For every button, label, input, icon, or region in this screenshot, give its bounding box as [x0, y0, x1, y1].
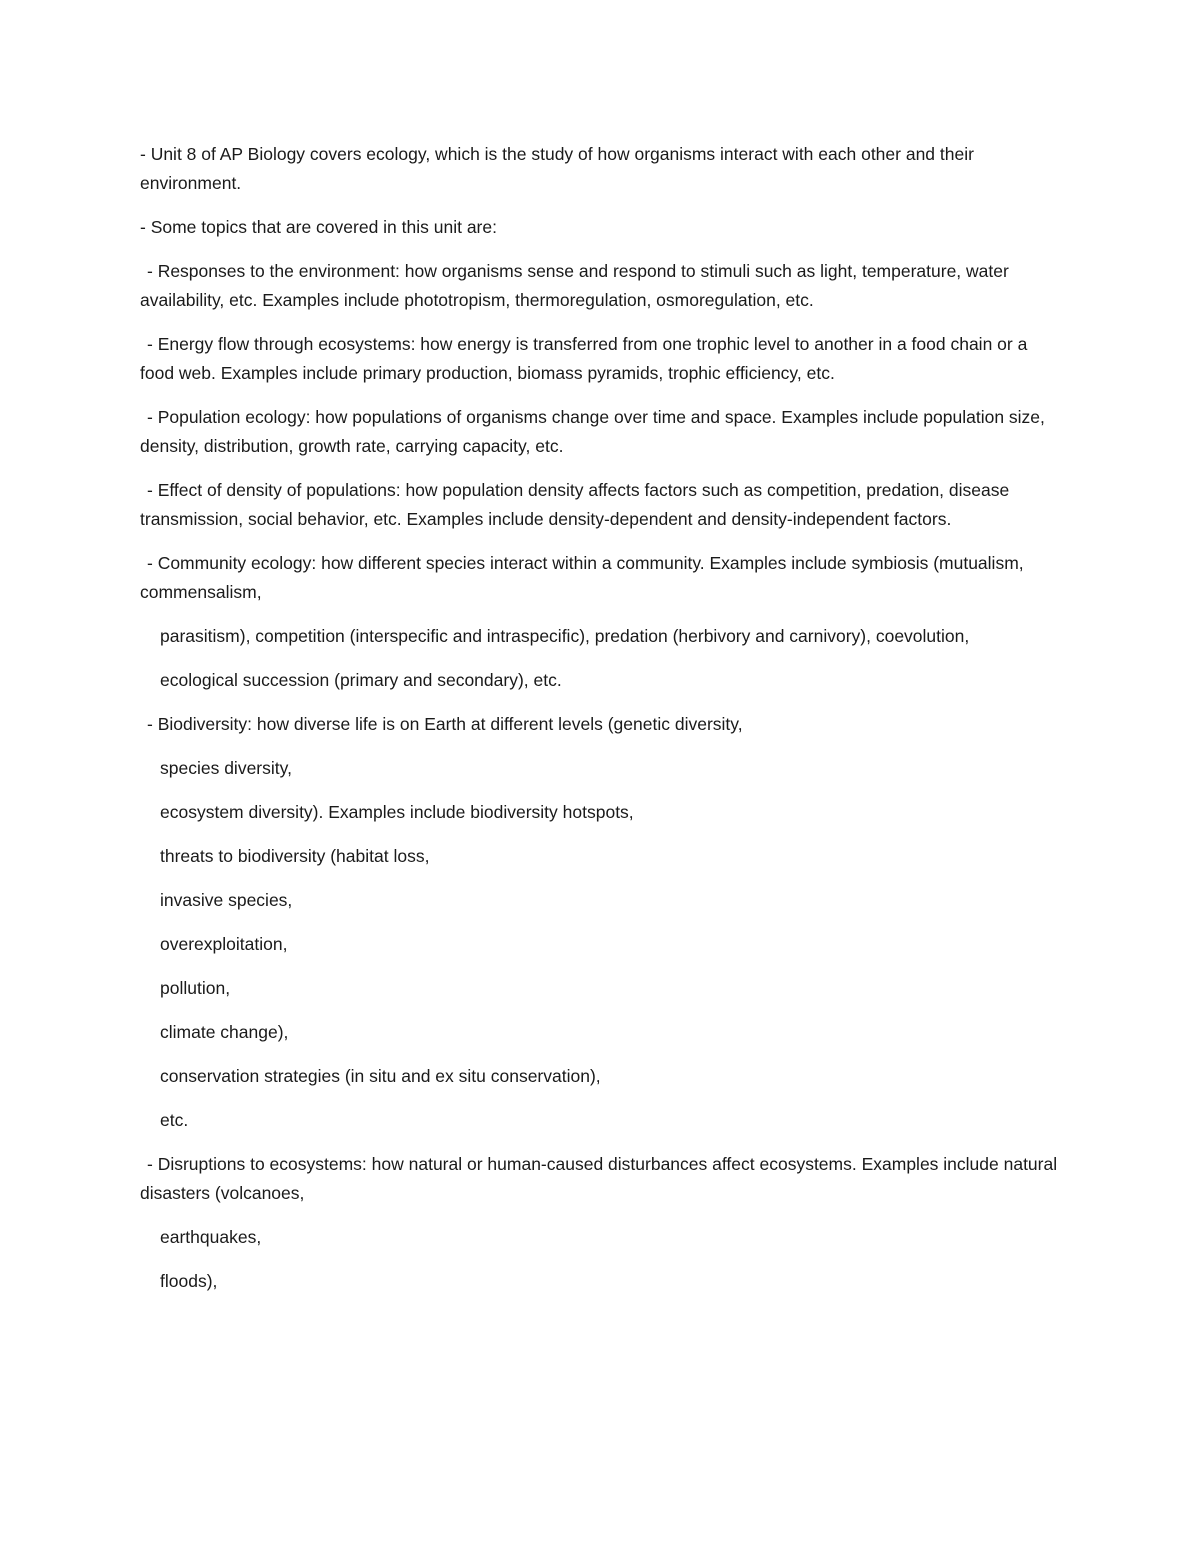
paragraph-biodiversity-continued-9: etc.: [160, 1110, 189, 1130]
paragraph-community-ecology: - Community ecology: how different species interact within a community. Examples include symbiosis (mutualism, commensalism,: [140, 553, 1024, 602]
paragraph-disruptions-continued-2: floods),: [160, 1271, 218, 1291]
paragraph-community-continued-2: ecological succession (primary and secondary), etc.: [160, 670, 562, 690]
paragraph-population-ecology: - Population ecology: how populations of organisms change over time and space. Examples include population size, density, distribution, growth rate, carrying capacity, etc.: [140, 407, 1045, 456]
document-page: [140, 140, 1065, 1311]
paragraph-biodiversity-continued-8: conservation strategies (in situ and ex situ conservation),: [160, 1066, 601, 1086]
paragraph-biodiversity-continued-7: climate change),: [160, 1022, 289, 1042]
paragraph-density-effects: - Effect of density of populations: how population density affects factors such as competition, predation, disease transmission, social behavior, etc. Examples include density-dependent and density-independent factors.: [140, 480, 1010, 529]
paragraph-biodiversity-continued-1: species diversity,: [160, 758, 292, 778]
paragraph-biodiversity-continued-6: pollution,: [160, 978, 231, 998]
paragraph-biodiversity-continued-2: ecosystem diversity). Examples include biodiversity hotspots,: [160, 802, 634, 822]
paragraph-biodiversity-continued-4: invasive species,: [160, 890, 293, 910]
paragraph-unit-overview: - Unit 8 of AP Biology covers ecology, which is the study of how organisms interact with each other and their environment.: [140, 144, 974, 193]
paragraph-responses-environment: - Responses to the environment: how organisms sense and respond to stimuli such as light, temperature, water availability, etc. Examples include phototropism, thermoregulation, osmoregulation, etc.: [140, 261, 1009, 310]
paragraph-community-continued-1: parasitism), competition (interspecific and intraspecific), predation (herbivory and carnivory), coevolution,: [160, 626, 970, 646]
paragraph-biodiversity-continued-5: overexploitation,: [160, 934, 288, 954]
paragraph-topics-intro: - Some topics that are covered in this unit are:: [140, 217, 497, 237]
paragraph-energy-flow: - Energy flow through ecosystems: how energy is transferred from one trophic level to another in a food chain or a food web. Examples include primary production, biomass pyramids, trophic efficiency, etc.: [140, 334, 1028, 383]
paragraph-disruptions-continued-1: earthquakes,: [160, 1227, 262, 1247]
paragraph-biodiversity: - Biodiversity: how diverse life is on Earth at different levels (genetic diversity,: [147, 714, 743, 734]
paragraph-biodiversity-continued-3: threats to biodiversity (habitat loss,: [160, 846, 430, 866]
paragraph-disruptions: - Disruptions to ecosystems: how natural or human-caused disturbances affect ecosystems. Examples include natural disasters (volcanoes,: [140, 1154, 1058, 1203]
